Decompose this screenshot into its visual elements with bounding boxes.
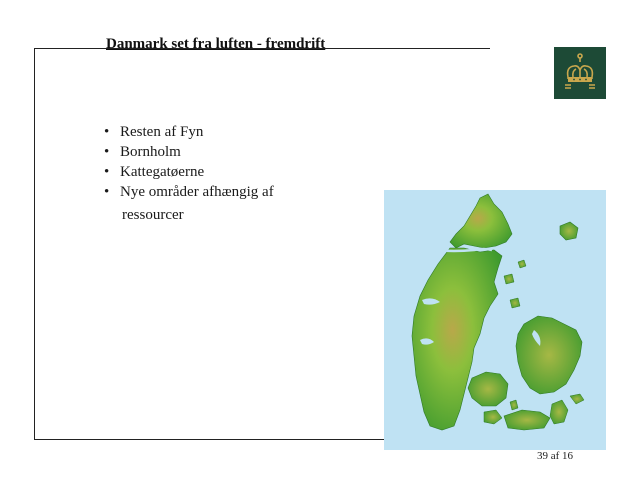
denmark-map-image: [384, 190, 606, 450]
bullet-item: • Kattegatøerne: [104, 162, 274, 182]
bullet-item: • Nye områder afhængig af: [104, 182, 274, 202]
bullet-list: [104, 122, 274, 225]
slide-title: Danmark set fra luften - fremdrift: [106, 36, 326, 52]
royal-crown-icon: [554, 47, 606, 99]
bullet-item: • Resten af Fyn: [104, 122, 274, 142]
royal-crown-logo: [554, 47, 606, 99]
page-number: 39 af 16: [537, 450, 574, 462]
bullet-continuation: ressourcer: [122, 207, 184, 223]
bullet-item: • Bornholm: [104, 142, 274, 162]
denmark-relief-map-icon: [384, 190, 606, 450]
